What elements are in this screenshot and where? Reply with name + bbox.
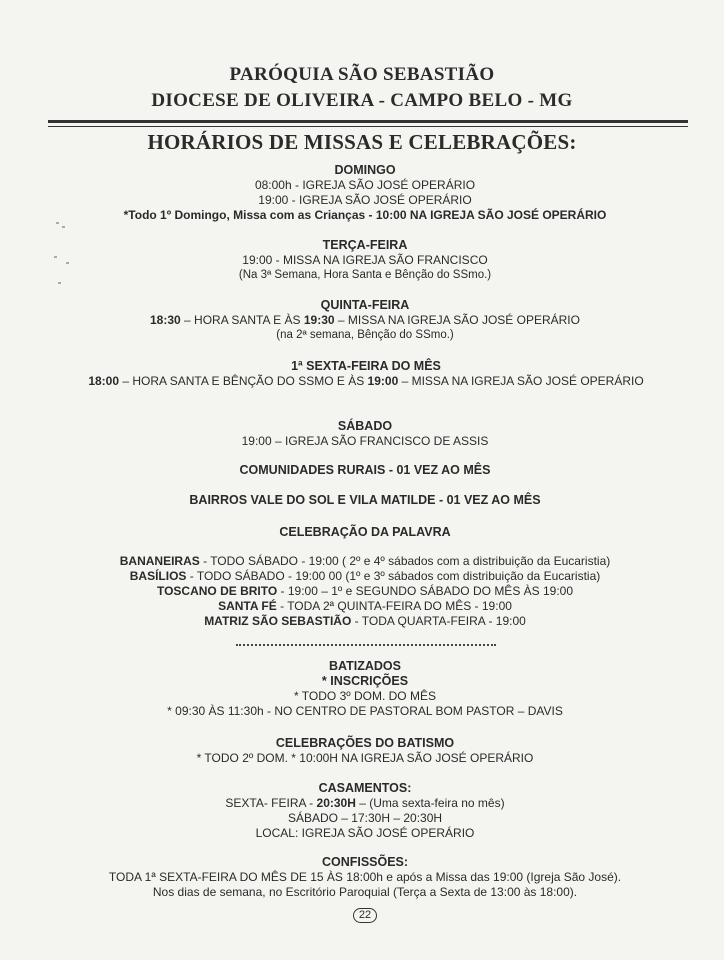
star-divider xyxy=(236,644,496,649)
diocese-name: DIOCESE DE OLIVEIRA - CAMPO BELO - MG xyxy=(151,90,573,111)
list-item xyxy=(40,554,690,569)
community-schedule: - TODO SÁBADO - 19:00 00 (1º e 3º sábados com distribuição da Eucaristia) xyxy=(186,569,601,583)
sexta-time-1: 18:00 xyxy=(88,374,120,388)
quinta-line-1 xyxy=(40,313,690,328)
community-schedule: - 19:00 – 1º e SEGUNDO SÁBADO DO MÊS ÀS 19:00 xyxy=(277,584,574,598)
celebracao-heading xyxy=(40,525,690,540)
community-name: BASÍLIOS xyxy=(129,569,187,583)
confissoes-heading: CONFISSÕES: xyxy=(321,855,409,869)
section-domingo xyxy=(40,163,690,223)
community-name: BANANEIRAS xyxy=(119,554,200,568)
casamentos-line-3: LOCAL: IGREJA SÃO JOSÉ OPERÁRIO xyxy=(255,826,475,840)
terca-heading: TERÇA-FEIRA xyxy=(322,238,408,252)
batizados-heading: BATIZADOS xyxy=(329,659,401,673)
confissoes-line-2: Nos dias de semana, no Escritório Paroquial (Terça a Sexta de 13:00 às 18:00). xyxy=(152,885,578,899)
quinta-line-2: (na 2ª semana, Bênção do SSmo.) xyxy=(276,329,454,341)
header xyxy=(0,62,724,114)
quinta-time-2: 19:30 xyxy=(303,313,335,327)
bairros: BAIRROS VALE DO SOL E VILA MATILDE - 01 VEZ AO MÊS xyxy=(189,493,541,507)
celebracao-title: CELEBRAÇÃO DA PALAVRA xyxy=(279,525,451,539)
section-sexta xyxy=(86,359,646,389)
header-divider-thin xyxy=(48,126,688,127)
domingo-line-1: 08:00h - IGREJA SÃO JOSÉ OPERÁRIO xyxy=(254,178,476,192)
quinta-heading: QUINTA-FEIRA xyxy=(320,298,410,312)
terca-line-2: (Na 3ª Semana, Hora Santa e Bênção do SSmo.) xyxy=(238,269,492,281)
quinta-text-1: – HORA SANTA E ÀS xyxy=(180,313,304,327)
community-schedule: - TODO SÁBADO - 19:00 ( 2º e 4º sábados com a distribuição da Eucaristia) xyxy=(199,554,611,568)
list-item xyxy=(40,599,690,614)
sexta-text-1: – HORA SANTA E BÊNÇÃO DO SSMO E ÀS xyxy=(119,374,368,388)
sabado-heading: SÁBADO xyxy=(337,419,393,433)
section-casamentos xyxy=(40,781,690,841)
header-divider-thick xyxy=(48,120,688,123)
casamentos-day: SEXTA- FEIRA - xyxy=(225,796,317,810)
batizados-line-1: * TODO 3º DOM. DO MÊS xyxy=(294,689,436,703)
sabado-line-1: 19:00 – IGREJA SÃO FRANCISCO DE ASSIS xyxy=(241,434,489,448)
community-name: TOSCANO DE BRITO xyxy=(156,584,278,598)
section-terca xyxy=(40,238,690,283)
batismo-line-1: * TODO 2º DOM. * 10:00H NA IGREJA SÃO JOSÉ OPERÁRIO xyxy=(196,751,534,765)
comunidades-rurais: COMUNIDADES RURAIS - 01 VEZ AO MÊS xyxy=(239,463,491,477)
batizados-subheading: * INSCRIÇÕES xyxy=(321,674,409,688)
casamentos-note: – (Uma sexta-feira no mês) xyxy=(355,796,505,810)
page-number: 22 xyxy=(353,908,377,923)
domingo-line-3: *Todo 1º Domingo, Missa com as Crianças - 10:00 NA IGREJA SÃO JOSÉ OPERÁRIO xyxy=(123,208,607,222)
sexta-line-1 xyxy=(86,374,646,389)
sexta-heading: 1ª SEXTA-FEIRA DO MÊS xyxy=(291,359,441,373)
sexta-text-2: – MISSA NA IGREJA SÃO JOSÉ OPERÁRIO xyxy=(398,374,644,388)
casamentos-time: 20:30H xyxy=(316,796,356,810)
list-item xyxy=(40,584,690,599)
batizados-line-2: * 09:30 ÀS 11:30h - NO CENTRO DE PASTORAL BOM PASTOR – DAVIS xyxy=(167,704,563,718)
confissoes-line-1: TODA 1ª SEXTA-FEIRA DO MÊS DE 15 ÀS 18:00h e após a Missa das 19:00 (Igreja São José). xyxy=(108,870,622,884)
section-celebracoes-batismo xyxy=(40,736,690,766)
casamentos-line-2: SÁBADO – 17:30H – 20:30H xyxy=(287,811,443,825)
casamentos-line-1 xyxy=(40,796,690,811)
domingo-line-2: 19:00 - IGREJA SÃO JOSÉ OPERÁRIO xyxy=(258,193,472,207)
quinta-time-1: 18:30 xyxy=(150,313,181,327)
community-name: SANTA FÉ xyxy=(218,599,277,613)
page-number-wrap xyxy=(40,907,690,923)
list-item xyxy=(40,614,690,629)
casamentos-heading: CASAMENTOS: xyxy=(318,781,412,795)
batismo-heading: CELEBRAÇÕES DO BATISMO xyxy=(275,736,455,750)
community-schedule: - TODA 2ª QUINTA-FEIRA DO MÊS - 19:00 xyxy=(276,599,512,613)
celebracao-list xyxy=(40,554,690,629)
section-quinta xyxy=(40,298,690,343)
terca-line-1: 19:00 - MISSA NA IGREJA SÃO FRANCISCO xyxy=(242,253,488,267)
domingo-heading: DOMINGO xyxy=(334,163,396,177)
section-sabado xyxy=(40,419,690,449)
page-title: HORÁRIOS DE MISSAS E CELEBRAÇÕES: xyxy=(147,130,577,154)
quinta-text-2: – MISSA NA IGREJA SÃO JOSÉ OPERÁRIO xyxy=(334,313,580,327)
section-batizados xyxy=(40,659,690,719)
sexta-time-2: 19:00 xyxy=(367,374,399,388)
list-item xyxy=(40,569,690,584)
community-name: MATRIZ SÃO SEBASTIÃO xyxy=(204,614,352,628)
section-confissoes xyxy=(20,855,710,900)
community-schedule: - TODA QUARTA-FEIRA - 19:00 xyxy=(351,614,526,628)
parish-name: PARÓQUIA SÃO SEBASTIÃO xyxy=(229,64,495,85)
